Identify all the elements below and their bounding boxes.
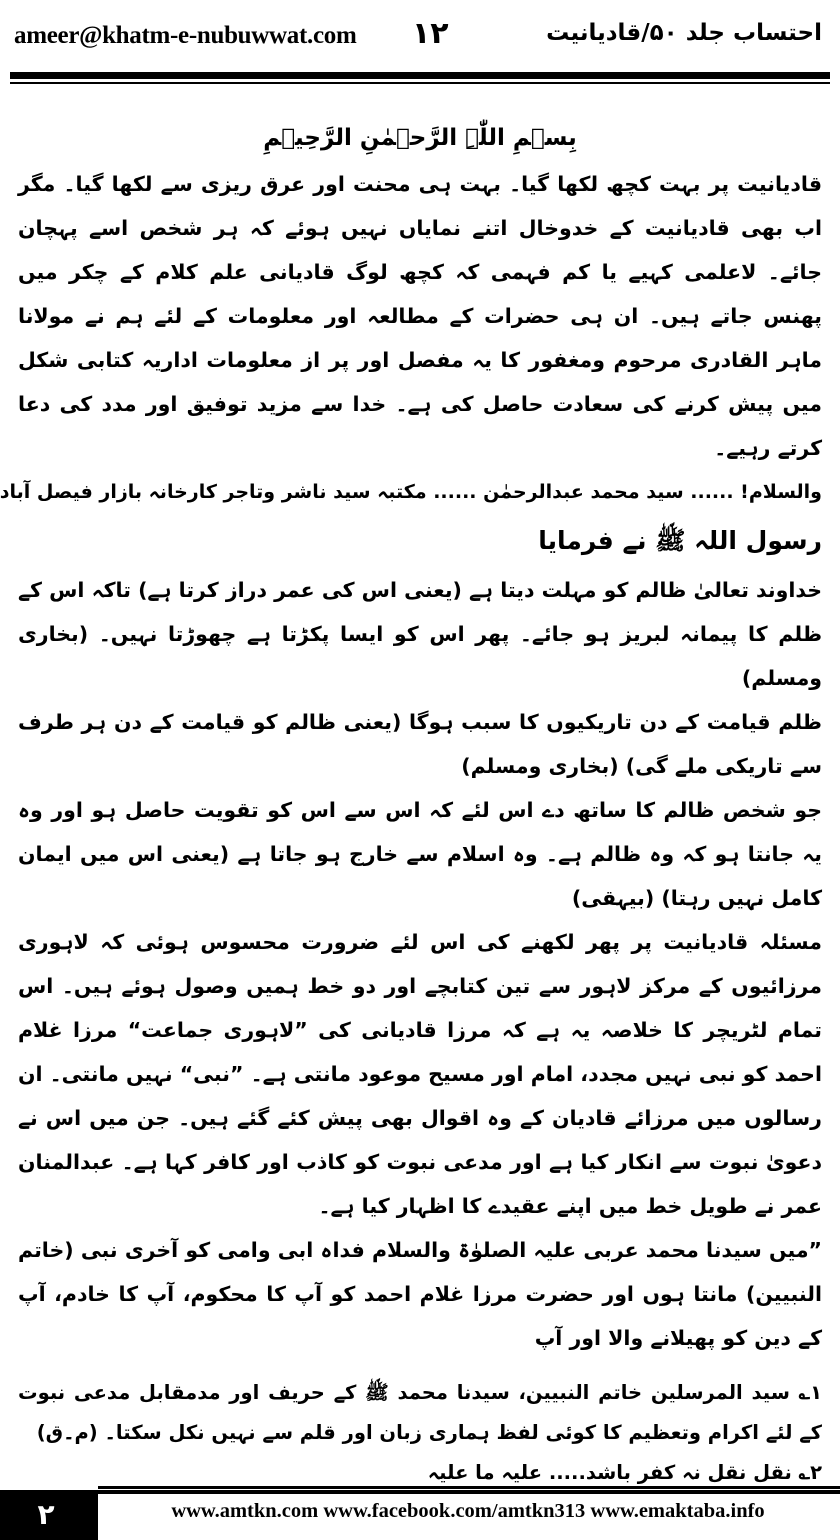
header-rule-thick xyxy=(10,72,830,79)
header-website: ameer@khatm-e-nubuwwat.com xyxy=(14,22,357,49)
hadith-2: ظلم قیامت کے دن تاریکیوں کا سبب ہوگا (یعنی ظالم کو قیامت کے دن ہر طرف سے تاریکی ملے گی) (بخاری ومسلم) xyxy=(18,710,822,778)
footer-rule xyxy=(98,1486,840,1489)
page-header xyxy=(0,0,840,80)
header-title: احتساب جلد ۵۰/قادیانیت xyxy=(546,20,822,46)
footnote-separator xyxy=(18,1366,822,1367)
footer-urls[interactable]: www.amtkn.com www.facebook.com/amtkn313 www.emaktaba.info xyxy=(171,1500,765,1522)
header-page-number: ۱۲ xyxy=(412,16,449,51)
intro-paragraph: قادیانیت پر بہت کچھ لکھا گیا۔ بہت ہی محنت اور عرق ریزی سے لکھا گیا۔ مگر اب بھی قادیانیت کے خدوخال اتنے نمایاں نہیں ہوئے کہ ہر شخص اسے پہچان جائے۔ لاعلمی کہیے یا کم فہمی کہ کچھ لوگ قادیانی علم کلام کے چکر میں پھنس جاتے ہیں۔ ان ہی حضرات کے مطالعہ اور معلومات کے لئے ہم نے مولانا ماہر القادری مرحوم ومغفور کا یہ مفصل اور پر از معلومات اداریہ کتابی شکل میں پیش کرنے کی سعادت حاصل کی ہے۔ خدا سے مزید توفیق اور مدد کی دعا کرتے رہیے۔ xyxy=(18,172,822,460)
main-paragraph: مسئلہ قادیانیت پر پھر لکھنے کی اس لئے ضرورت محسوس ہوئی کہ لاہوری مرزائیوں کے مرکز لاہور سے تین کتابچے اور دو خط ہمیں وصول ہوئے ہیں۔ اس تمام لٹریچر کا خلاصہ یہ ہے کہ مرزا قادیانی کی ”لاہوری جماعت“ مرزا غلام احمد کو نبی نہیں مجدد، امام اور مسیح موعود مانتی ہے۔ ”نبی“ نہیں مانتی۔ ان رسالوں میں مرزائے قادیان کے وہ اقوال بھی پیش کئے گئے ہیں۔ جن میں اس نے دعویٰ نبوت سے انکار کیا ہے اور مدعی نبوت کو کاذب اور کافر کہا ہے۔ عبدالمنان عمر نے طویل خط میں اپنے عقیدے کا اظہار کیا ہے۔ xyxy=(18,930,822,1218)
hadith-3: جو شخص ظالم کا ساتھ دے اس لئے کہ اس سے اس کو تقویت حاصل ہو اور وہ یہ جانتا ہو کہ وہ ظالم ہے۔ وہ اسلام سے خارج ہو جاتا ہے (یعنی اس میں ایمان کامل نہیں رہتا) (بیہقی) xyxy=(18,798,822,910)
footnote-2: ۲؎ نقل نقل نہ کفر باشد..... علیہ ما علیہ xyxy=(427,1461,822,1484)
bismillah: بِسۡمِ اللّٰہِ الرَّحۡمٰنِ الرَّحِیۡمِ xyxy=(263,125,577,151)
page-body xyxy=(0,118,822,1484)
section-heading: رسول اللہ ﷺ نے فرمایا xyxy=(538,526,822,555)
hadith-1: خداوند تعالیٰ ظالم کو مہلت دیتا ہے (یعنی اس کی عمر دراز کرتا ہے) تاکہ اس کے ظلم کا پیمانہ لبریز ہو جائے۔ پھر اس کو ایسا پکڑتا ہے چھوڑتا نہیں۔ (بخاری ومسلم) xyxy=(18,578,822,690)
quote-paragraph: ”میں سیدنا محمد عربی علیہ الصلوٰۃ والسلام فداہ ابی وامی کو آخری نبی (خاتم النبیین) مانتا ہوں اور حضرت مرزا غلام احمد کو آپ کا محکوم، آپ کا خادم، آپ کے دین کو پھیلانے والا اور آپ xyxy=(18,1238,822,1350)
header-rule-thin xyxy=(10,82,830,84)
footer-page-number: ۲ xyxy=(37,1498,55,1531)
footnote-1: ۱؎ سید المرسلین خاتم النبیین، سیدنا محمد ﷺ کے حریف اور مدمقابل مدعی نبوت کے لئے اکرام وتعظیم کا کوئی لفظ ہماری زبان اور قلم سے نہیں نکل سکتا۔ (م۔ق) xyxy=(18,1381,822,1444)
signature-line: والسلام! ...... سید محمد عبدالرحمٰن ...... مکتبہ سید ناشر وتاجر کارخانہ بازار فیصل آباد xyxy=(0,481,822,503)
